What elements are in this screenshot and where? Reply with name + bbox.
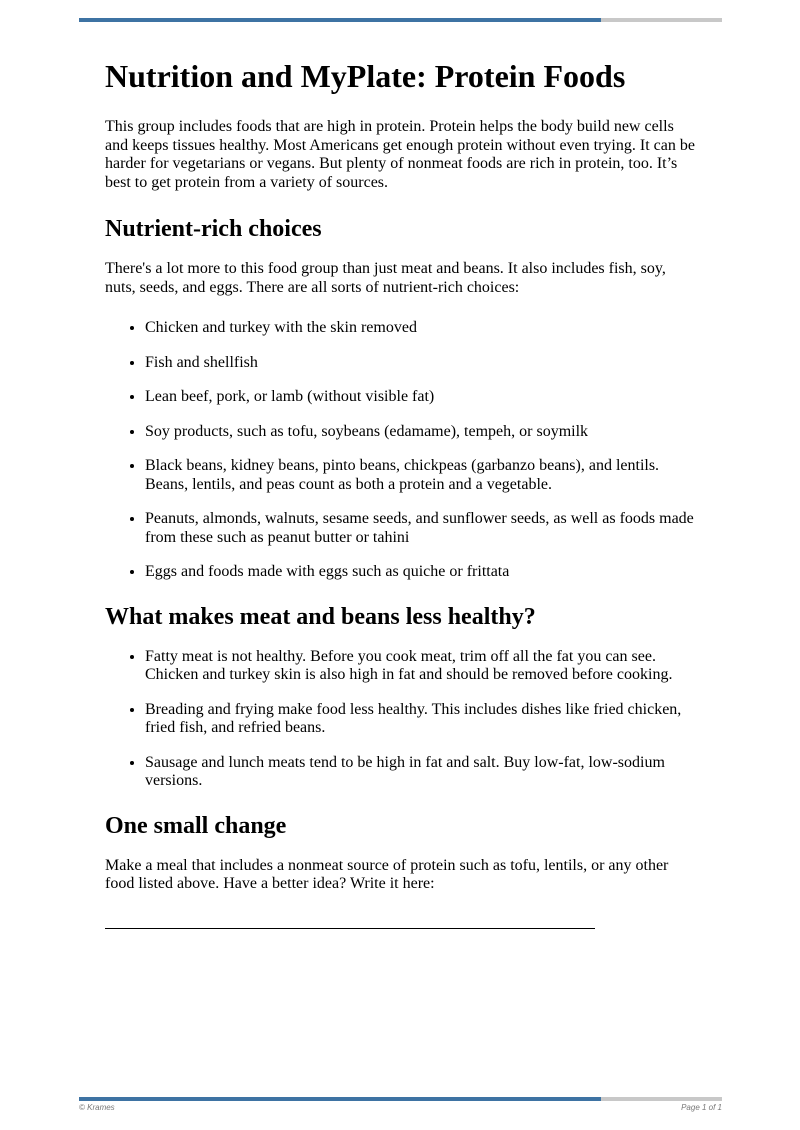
footer-copyright: © Krames <box>79 1103 115 1112</box>
footer-page-number: Page 1 of 1 <box>681 1103 722 1112</box>
nutrient-rich-list <box>105 319 695 582</box>
section-heading-one-small-change: One small change <box>105 812 287 839</box>
intro-paragraph: This group includes foods that are high in protein. Protein helps the body build new cells and keeps tissues healthy. Most Americans get enough protein without even trying. It can be harder for vegetarians or vegans. But plenty of nonmeat foods are rich in protein, too. It’s best to get protein from a variety of sources. <box>105 118 695 191</box>
section-heading-nutrient-rich: Nutrient-rich choices <box>105 216 322 242</box>
section-paragraph-one-small-change: Make a meal that includes a nonmeat source of protein such as tofu, lentils, or any other food listed above. Have a better idea? Write it here: <box>105 856 669 892</box>
document-body <box>105 56 695 929</box>
list-item: • Black beans, kidney beans, pinto beans, chickpeas (garbanzo beans), and lentils. Beans, lentils, and peas count as both a protein and a vegetable. <box>145 457 695 494</box>
list-item: • Breading and frying make food less healthy. This includes dishes like fried chicken, fried fish, and refried beans. <box>145 701 695 738</box>
list-item: • Peanuts, almonds, walnuts, sesame seeds, and sunflower seeds, as well as foods made from these such as peanut butter or tahini <box>145 510 695 547</box>
footer-bar <box>79 1097 722 1101</box>
list-item: • Soy products, such as tofu, soybeans (edamame), tempeh, or soymilk <box>145 423 695 442</box>
header-bar-accent <box>79 18 601 22</box>
write-in-line[interactable] <box>105 928 595 929</box>
list-item: • Fatty meat is not healthy. Before you cook meat, trim off all the fat you can see. Chicken and turkey skin is also high in fat and should be removed before cooking. <box>145 648 695 685</box>
list-item: • Chicken and turkey with the skin removed <box>145 319 695 338</box>
less-healthy-list <box>105 648 695 791</box>
list-item: • Lean beef, pork, or lamb (without visible fat) <box>145 388 695 407</box>
list-item: • Sausage and lunch meats tend to be high in fat and salt. Buy low-fat, low-sodium versions. <box>145 754 695 791</box>
section-paragraph-nutrient-rich: There's a lot more to this food group than just meat and beans. It also includes fish, soy, nuts, seeds, and eggs. There are all sorts of nutrient-rich choices: <box>105 260 666 296</box>
page-title: Nutrition and MyPlate: Protein Foods <box>105 58 626 94</box>
section-heading-less-healthy: What makes meat and beans less healthy? <box>105 603 536 630</box>
list-item: • Fish and shellfish <box>145 354 695 373</box>
header-bar <box>79 18 722 22</box>
footer-bar-accent <box>79 1097 601 1101</box>
list-item: • Eggs and foods made with eggs such as quiche or frittata <box>145 563 695 582</box>
